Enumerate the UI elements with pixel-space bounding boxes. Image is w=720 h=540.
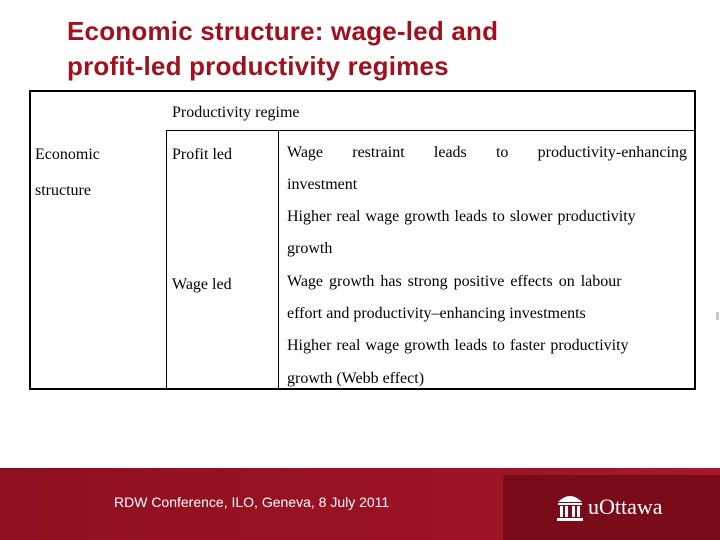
table-border-top [29, 90, 696, 92]
table-header-divider [166, 130, 696, 131]
regime-label-profit-led: Profit led [172, 146, 232, 163]
word: restraint [352, 144, 405, 161]
productivity-regime-table [29, 90, 696, 390]
slide-title-line-2: profit-led productivity regimes [67, 51, 449, 81]
uottawa-logo [556, 492, 676, 526]
wage-led-text-line-2: effort and productivity–enhancing investments [287, 305, 586, 322]
uottawa-logo-text: uOttawa [588, 494, 663, 519]
wage-led-text-line-4: growth (Webb effect) [287, 370, 425, 387]
profit-led-text-line-3: Higher real wage growth leads to slower productivity [287, 208, 636, 225]
wage-led-text-line-3: Higher real wage growth leads to faster productivity [287, 337, 629, 354]
table-border-left [29, 90, 31, 390]
table-header: Productivity regime [172, 104, 300, 121]
word: leads [433, 144, 467, 161]
profit-led-text-line-2: investment [287, 176, 358, 193]
row-label-economic: Economic [35, 146, 100, 163]
university-building-icon [556, 492, 584, 522]
slide-edge-mark [716, 312, 719, 320]
footer-conference-text: RDW Conference, ILO, Geneva, 8 July 2011 [114, 494, 390, 510]
profit-led-text-line-1 [287, 143, 687, 163]
word: productivity-enhancing [537, 144, 687, 161]
profit-led-text-line-4: growth [287, 240, 333, 257]
table-column-divider-2 [278, 130, 279, 390]
word: Wage [287, 144, 324, 161]
table-border-right [694, 90, 696, 390]
slide-title-line-1: Economic structure: wage-led and [67, 16, 499, 46]
word: to [495, 144, 509, 161]
wage-led-text-line-1: Wage growth has strong positive effects on labour [287, 273, 622, 290]
slide-title [67, 14, 687, 84]
regime-label-wage-led: Wage led [172, 276, 232, 293]
row-label-structure: structure [35, 182, 91, 199]
table-column-divider-1 [166, 130, 167, 390]
